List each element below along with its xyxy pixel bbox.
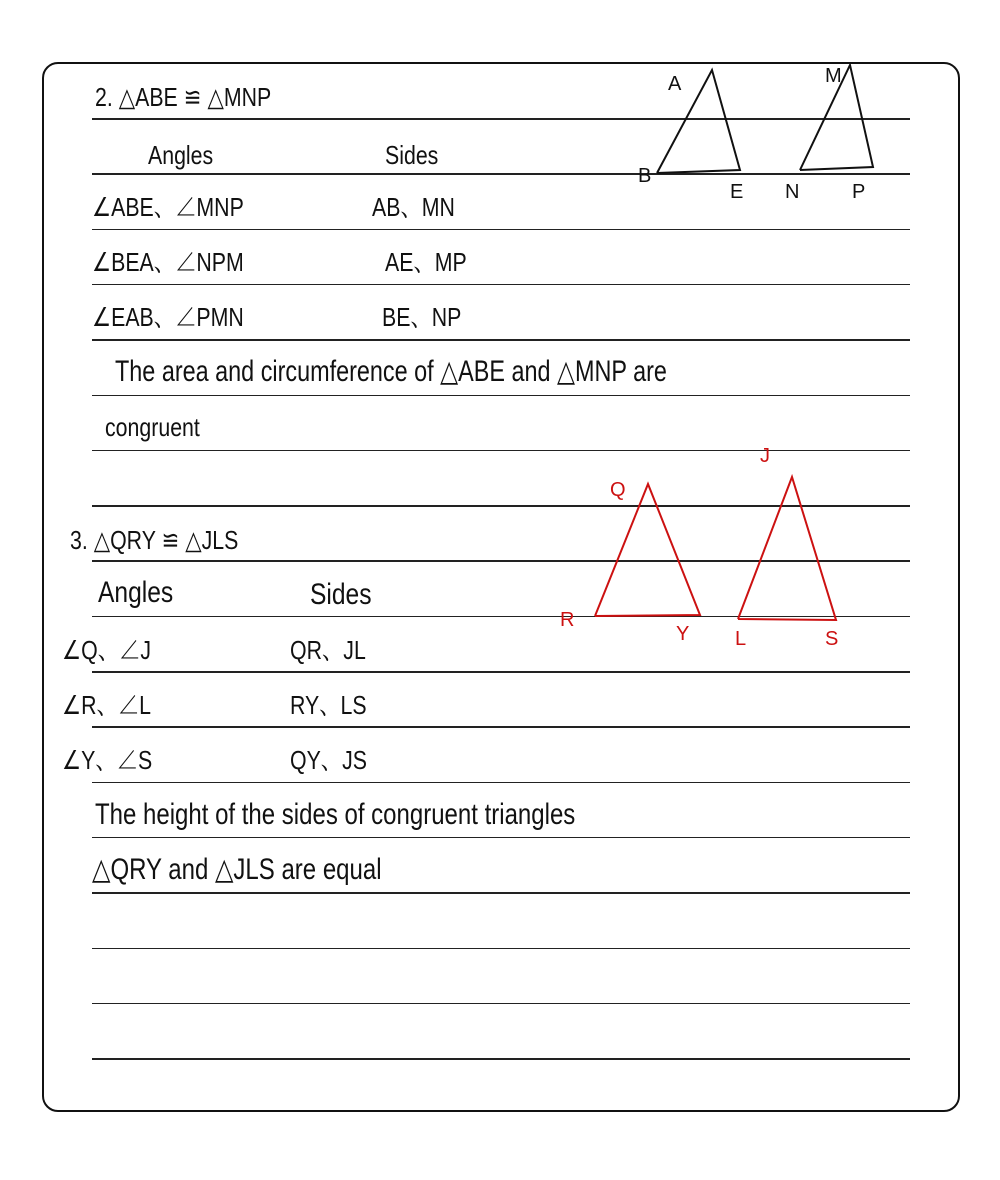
label-m: M [825, 65, 842, 87]
problem2-side-row: AE、MP [385, 247, 467, 277]
problem2-side-row: BE、NP [382, 302, 462, 332]
problem3-angle-row: ∠Y、∠S [62, 745, 153, 775]
problem2-sides-header: Sides [385, 140, 439, 170]
label-b: B [638, 165, 652, 187]
triangle-jls [738, 477, 836, 620]
label-j: J [760, 445, 770, 467]
label-r: R [560, 609, 575, 631]
problem2-conclusion: The area and circumference of △ABE and △MNP are [115, 355, 667, 388]
problem2-angles-header: Angles [148, 140, 214, 170]
problem2-angle-row: ∠ABE、∠MNP [92, 192, 244, 222]
label-y: Y [676, 623, 690, 645]
problem3-conclusion: The height of the sides of congruent triangles [95, 798, 576, 831]
triangle-qry [595, 484, 700, 616]
problem3-angle-row: ∠Q、∠J [62, 635, 152, 665]
problem2-title: 2. △ABE ≌ △MNP [95, 82, 272, 112]
problem2-side-row: AB、MN [372, 192, 455, 222]
problem2-angle-row: ∠BEA、∠NPM [92, 247, 244, 277]
problem3-side-row: QR、JL [290, 635, 366, 665]
problem3-angle-row: ∠R、∠L [62, 690, 152, 720]
label-s: S [825, 628, 839, 650]
problem3-angles-header: Angles [98, 576, 174, 609]
label-a: A [668, 73, 682, 95]
label-p: P [852, 181, 866, 203]
problem3-side-row: QY、JS [290, 745, 368, 775]
label-q: Q [610, 479, 626, 501]
problem3-conclusion-cont: △QRY and △JLS are equal [92, 853, 382, 886]
problem3-side-row: RY、LS [290, 690, 367, 720]
label-n: N [785, 181, 800, 203]
label-l: L [735, 628, 747, 650]
problem3-title: 3. △QRY ≌ △JLS [70, 525, 239, 555]
problem2-angle-row: ∠EAB、∠PMN [92, 302, 244, 332]
problem2-conclusion-cont: congruent [105, 412, 200, 442]
label-e: E [730, 181, 744, 203]
problem3-sides-header: Sides [310, 578, 372, 611]
